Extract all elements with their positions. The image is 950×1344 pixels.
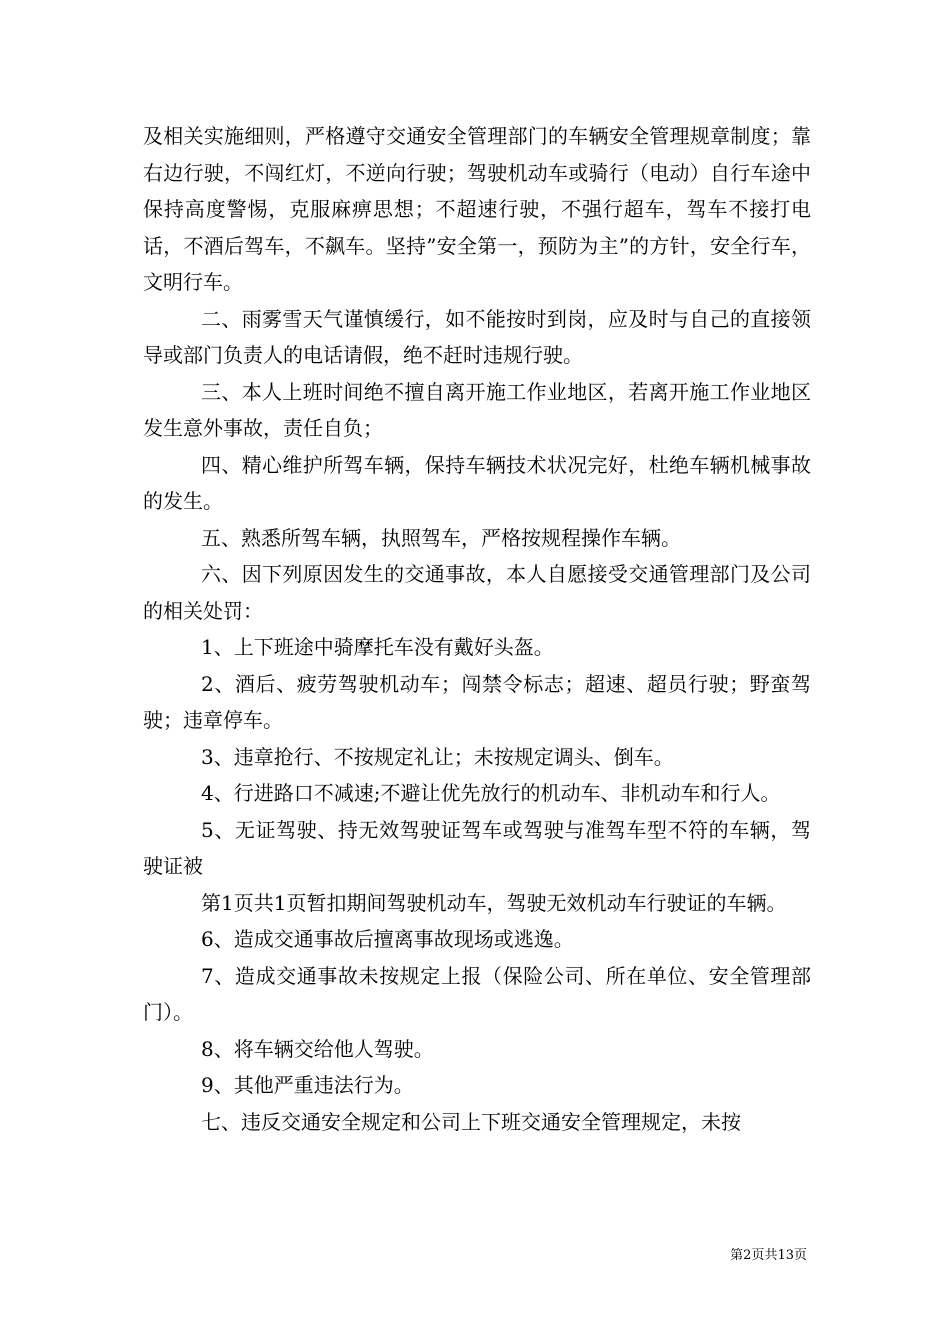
paragraph: 五、熟悉所驾车辆，执照驾车，严格按规程操作车辆。 — [201, 525, 681, 550]
paragraph: 第1页共1页暂扣期间驾驶机动车，驾驶无效机动车行驶证的车辆。 — [201, 890, 787, 915]
paragraph: 8、将车辆交给他人驾驶。 — [201, 1036, 434, 1061]
paragraph: 7、造成交通事故未按规定上报（保险公司、所在单位、安全管理部门）。 — [143, 963, 811, 1024]
paragraph: 9、其他严重违法行为。 — [201, 1073, 414, 1097]
paragraph: 四、精心维护所驾车辆，保持车辆技术状况完好，杜绝车辆机械事故的发生。 — [143, 452, 811, 513]
page-number-footer: 第2页共13页 — [730, 1248, 807, 1263]
paragraph: 1、上下班途中骑摩托车没有戴好头盔。 — [201, 635, 554, 659]
paragraph: 2、酒后、疲劳驾驶机动车；闯禁令标志；超速、超员行驶；野蛮驾驶；违章停车。 — [143, 671, 811, 732]
paragraph: 及相关实施细则，严格遵守交通安全管理部门的车辆安全管理规章制度；靠右边行驶，不闯红灯，不逆向行驶；驾驶机动车或骑行（电动）自行车途中保持高度警惕，克服麻痹思想；不超速行驶，不强行超车，驾车不接打电话，不酒后驾车，不飙车。坚持”安全第一，预防为主”的方针，安全行车，文明行车。 — [143, 124, 811, 294]
paragraph: 4、行进路口不减速;不避让优先放行的机动车、非机动车和行人。 — [201, 781, 781, 805]
paragraph: 3、违章抢行、不按规定礼让；未按规定调头、倒车。 — [201, 744, 674, 769]
paragraph: 6、造成交通事故后擅离事故现场或逃逸。 — [201, 927, 574, 951]
paragraph: 三、本人上班时间绝不擅自离开施工作业地区，若离开施工作业地区发生意外事故，责任自负； — [143, 379, 811, 440]
document-body — [143, 118, 811, 1140]
paragraph: 七、违反交通安全规定和公司上下班交通安全管理规定，未按 — [201, 1109, 741, 1134]
paragraph: 六、因下列原因发生的交通事故，本人自愿接受交通管理部门及公司的相关处罚： — [143, 562, 811, 623]
paragraph: 二、雨雾雪天气谨慎缓行，如不能按时到岗，应及时与自己的直接领导或部门负责人的电话请假，绝不赶时违规行驶。 — [143, 306, 811, 367]
paragraph: 5、无证驾驶、持无效驾驶证驾车或驾驶与准驾车型不符的车辆，驾驶证被 — [143, 817, 811, 878]
